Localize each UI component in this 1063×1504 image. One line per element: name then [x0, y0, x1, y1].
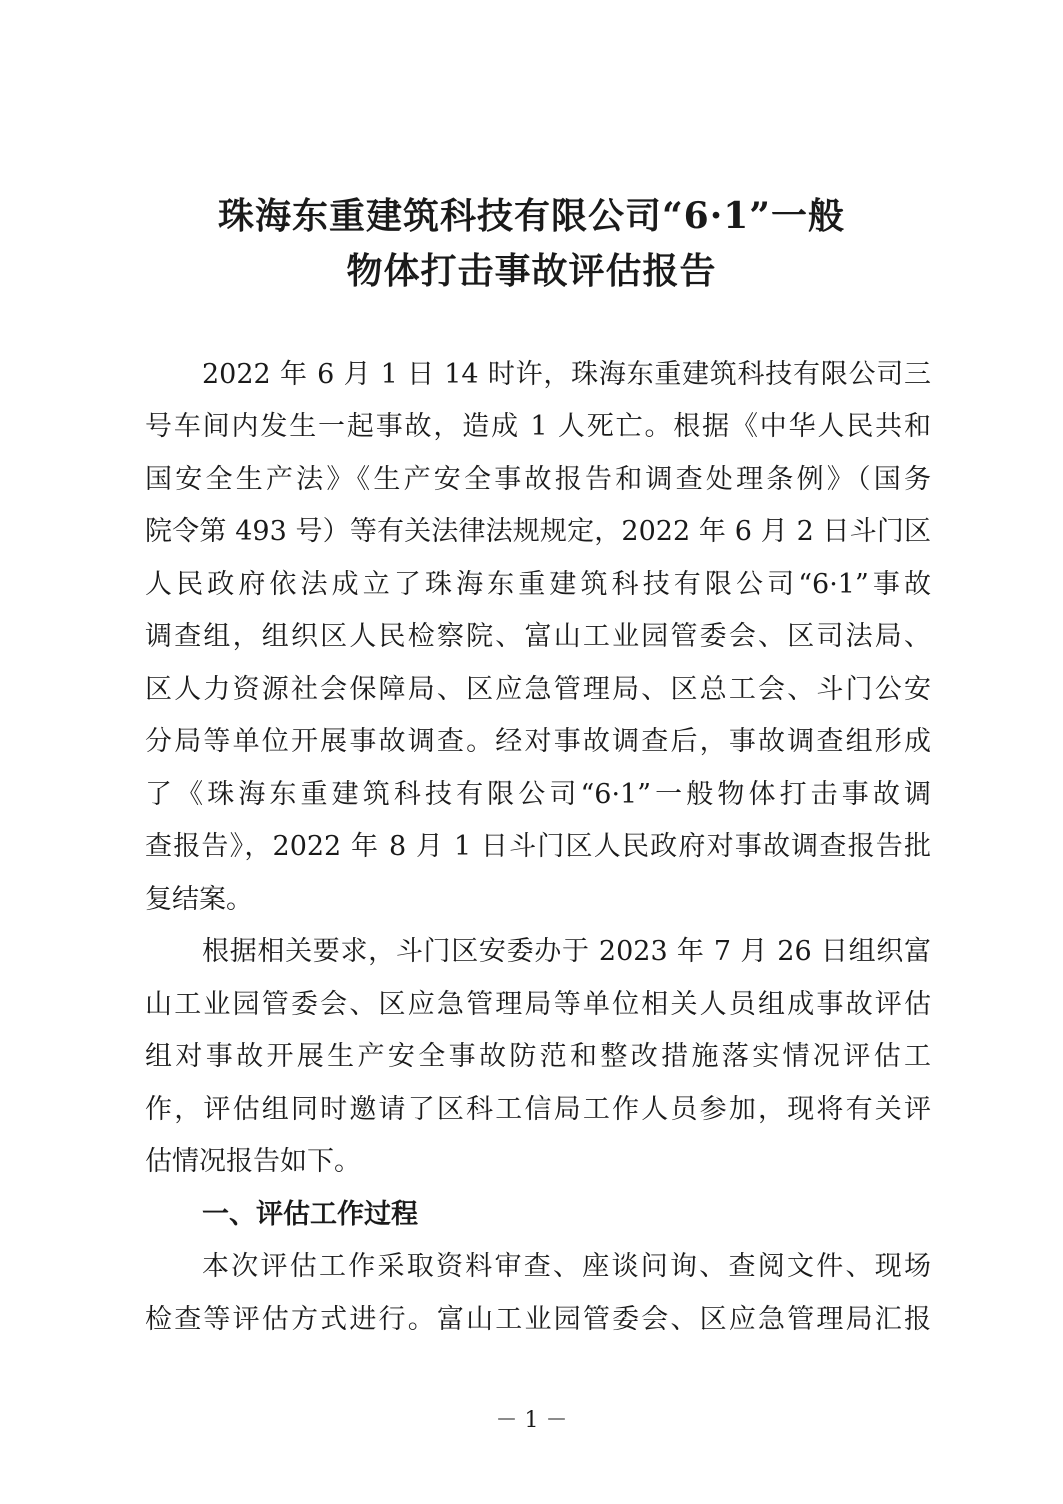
paragraph-1-line-9: 了《珠海东重建筑科技有限公司“6·1”一般物体打击事故调 [145, 779, 931, 810]
paragraph-1-line-10: 查报告》，2022 年 8 月 1 日斗门区人民政府对事故调查报告批 [145, 831, 931, 862]
paragraph-1-line-6: 调查组，组织区人民检察院、富山工业园管委会、区司法局、 [145, 621, 931, 652]
paragraph-2-line-1: 根据相关要求，斗门区安委办于 2023 年 7 月 26 日组织富 [202, 936, 931, 967]
paragraph-2-line-3: 组对事故开展生产安全事故防范和整改措施落实情况评估工 [145, 1041, 931, 1072]
page-number: － 1 － [495, 1408, 568, 1433]
paragraph-1-line-5: 人民政府依法成立了珠海东重建筑科技有限公司“6·1”事故 [145, 569, 931, 600]
paragraph-2-line-2: 山工业园管委会、区应急管理局等单位相关人员组成事故评估 [145, 989, 931, 1020]
paragraph-3-line-2: 检查等评估方式进行。富山工业园管委会、区应急管理局汇报 [145, 1304, 931, 1335]
paragraph-1-line-7: 区人力资源社会保障局、区应急管理局、区总工会、斗门公安 [145, 674, 931, 705]
paragraph-1-line-8: 分局等单位开展事故调查。经对事故调查后，事故调查组形成 [145, 726, 931, 757]
paragraph-1-line-11: 复结案。 [145, 884, 253, 915]
document-title-line-1: 珠海东重建筑科技有限公司“6·1”一般 [217, 195, 846, 237]
paragraph-1-line-1: 2022 年 6 月 1 日 14 时许，珠海东重建筑科技有限公司三 [202, 359, 931, 390]
paragraph-1-line-4: 院令第 493 号）等有关法律法规规定，2022 年 6 月 2 日斗门区 [145, 516, 931, 547]
paragraph-2-line-5: 估情况报告如下。 [145, 1146, 361, 1177]
paragraph-3-line-1: 本次评估工作采取资料审查、座谈问询、查阅文件、现场 [202, 1251, 931, 1282]
paragraph-1-line-3: 国安全生产法》《生产安全事故报告和调查处理条例》（国务 [145, 464, 931, 495]
section-1-heading: 一、评估工作过程 [202, 1199, 418, 1230]
paragraph-2-line-4: 作，评估组同时邀请了区科工信局工作人员参加，现将有关评 [145, 1094, 931, 1125]
paragraph-1-line-2: 号车间内发生一起事故，造成 1 人死亡。根据《中华人民共和 [145, 411, 931, 442]
document-title-line-2: 物体打击事故评估报告 [346, 250, 717, 292]
